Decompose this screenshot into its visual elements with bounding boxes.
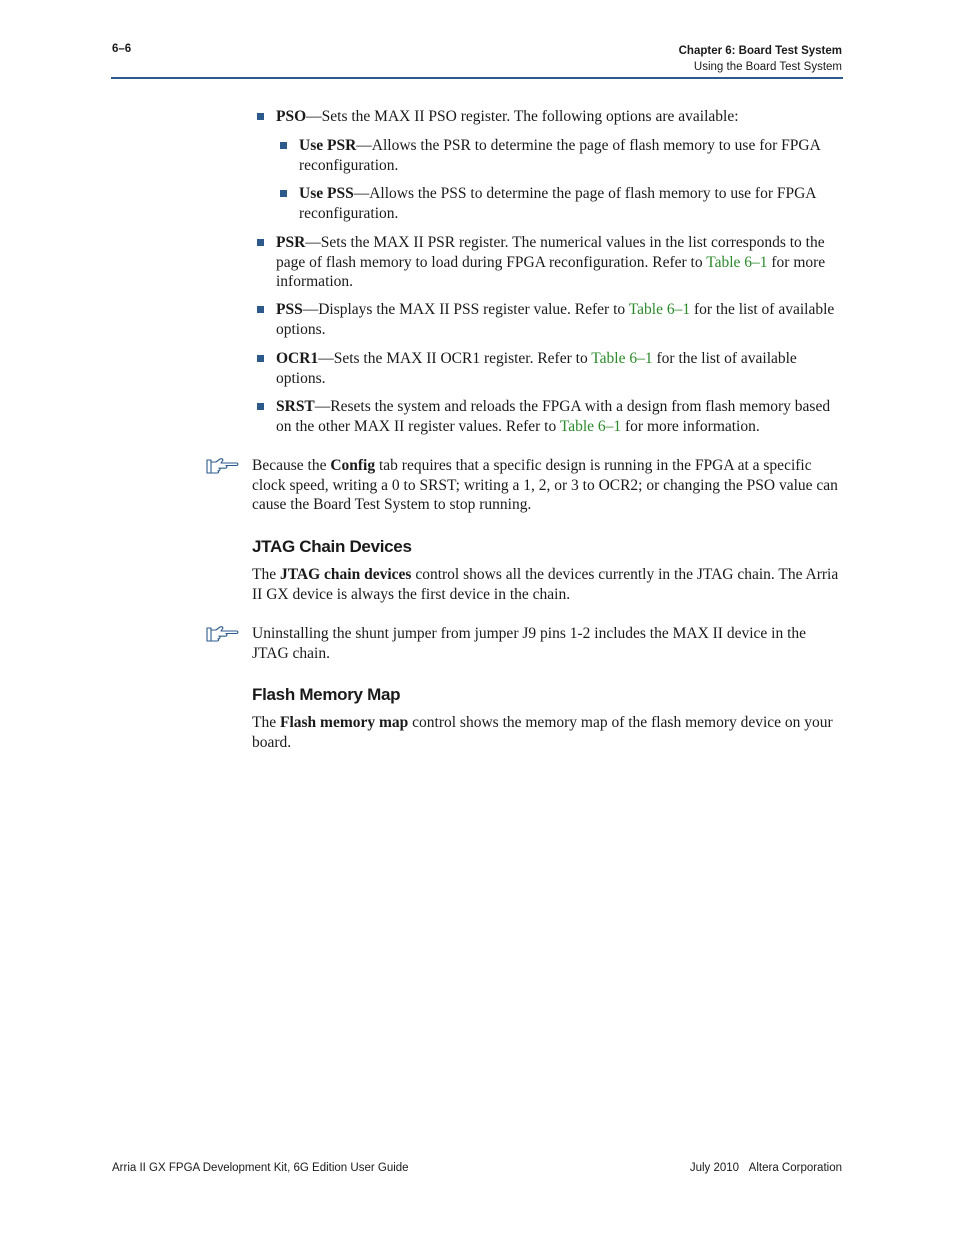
table-link[interactable]: Table 6–1: [706, 253, 768, 271]
para-text: The: [252, 714, 280, 731]
note-text: Because the: [252, 457, 331, 474]
table-link[interactable]: Table 6–1: [591, 350, 653, 367]
bullet-text: —Displays the MAX II PSS register value. Refer to: [302, 301, 629, 318]
para-keyword: JTAG chain devices: [279, 566, 412, 583]
paragraph-flash: [252, 713, 844, 752]
note-text: tab requires that a specific design is running in the FPGA at a specific clock speed, writing a 0 to SRST; writing a 1, 2, or 3 to OCR2; or changing the PSO value can cause the Board Test System to stop running.: [252, 457, 838, 514]
footer-doc-title: Arria II GX FPGA Development Kit, 6G Edition User Guide: [112, 1162, 409, 1174]
bullet-text: for the list of available options.: [276, 350, 797, 387]
paragraph-jtag: [252, 565, 844, 604]
bullet-text: for the list of available options.: [276, 301, 835, 338]
footer-right: [690, 1162, 842, 1174]
note-config: [252, 456, 844, 515]
para-text: control shows the memory map of the flash memory device on your board.: [252, 714, 833, 751]
pointing-hand-icon: [206, 457, 240, 475]
note-text: Uninstalling the shunt jumper from jumper J9 pins 1-2 includes the MAX II device in the JTAG chain.: [252, 625, 807, 662]
bullet-use-pss: [299, 184, 844, 223]
para-text: control shows all the devices currently in the JTAG chain. The Arria II GX device is always the first device in the chain.: [252, 566, 839, 603]
bullet-use-psr: [299, 136, 844, 175]
bullet-marker: [280, 190, 287, 197]
heading-flash-memory-map: Flash Memory Map: [252, 685, 401, 704]
para-keyword: Flash memory map: [279, 714, 409, 731]
pointing-hand-icon: [206, 625, 240, 643]
bullet-text: —Allows the PSS to determine the page of flash memory to use for FPGA reconfiguration.: [299, 185, 816, 222]
bullet-srst: [276, 397, 844, 436]
bullet-text: for more information.: [276, 253, 826, 291]
bullet-term: SRST: [276, 398, 315, 415]
bullet-term: OCR1: [276, 350, 319, 367]
bullet-pso: [276, 107, 844, 127]
bullet-ocr1: [276, 349, 844, 388]
bullet-term: Use PSS: [299, 185, 354, 202]
bullet-term: PSS: [276, 301, 303, 318]
note-keyword: Config: [330, 457, 376, 474]
section-title: Using the Board Test System: [693, 61, 842, 73]
bullet-term: PSR: [276, 234, 306, 251]
bullet-marker: [257, 113, 264, 120]
table-link[interactable]: Table 6–1: [559, 417, 622, 435]
bullet-term: Use PSR: [299, 137, 357, 154]
bullet-marker: [257, 239, 264, 246]
bullet-marker: [280, 142, 287, 149]
header-rule: [111, 77, 843, 79]
bullet-term: PSO: [276, 108, 307, 125]
bullet-pss: [276, 300, 844, 339]
table-link[interactable]: Table 6–1: [628, 301, 691, 318]
bullet-text: —Allows the PSR to determine the page of flash memory to use for FPGA reconfiguration.: [299, 137, 820, 174]
chapter-title: Chapter 6: Board Test System: [678, 45, 842, 57]
para-text: The: [252, 566, 280, 583]
footer-date: July 2010: [689, 1162, 740, 1174]
page-number: 6–6: [112, 43, 132, 55]
bullet-marker: [257, 403, 264, 410]
bullet-psr: [276, 233, 844, 292]
bullet-marker: [257, 355, 264, 362]
bullet-text: for more information.: [621, 417, 760, 435]
bullet-text: —Sets the MAX II OCR1 register. Refer to: [318, 350, 592, 367]
note-jumper: [252, 624, 844, 663]
heading-jtag-chain-devices: JTAG Chain Devices: [252, 537, 412, 556]
running-header: [679, 43, 842, 75]
bullet-text: —Resets the system and reloads the FPGA with a design from flash memory based on the other MAX II register values. Refer to: [276, 398, 831, 435]
footer-company: Altera Corporation: [748, 1162, 842, 1174]
bullet-text: —Sets the MAX II PSO register. The following options are available:: [306, 108, 739, 125]
bullet-marker: [257, 306, 264, 313]
bullet-text: —Sets the MAX II PSR register. The numerical values in the list corresponds to the page of flash memory to load during FPGA reconfiguration. Refer to: [276, 234, 825, 271]
